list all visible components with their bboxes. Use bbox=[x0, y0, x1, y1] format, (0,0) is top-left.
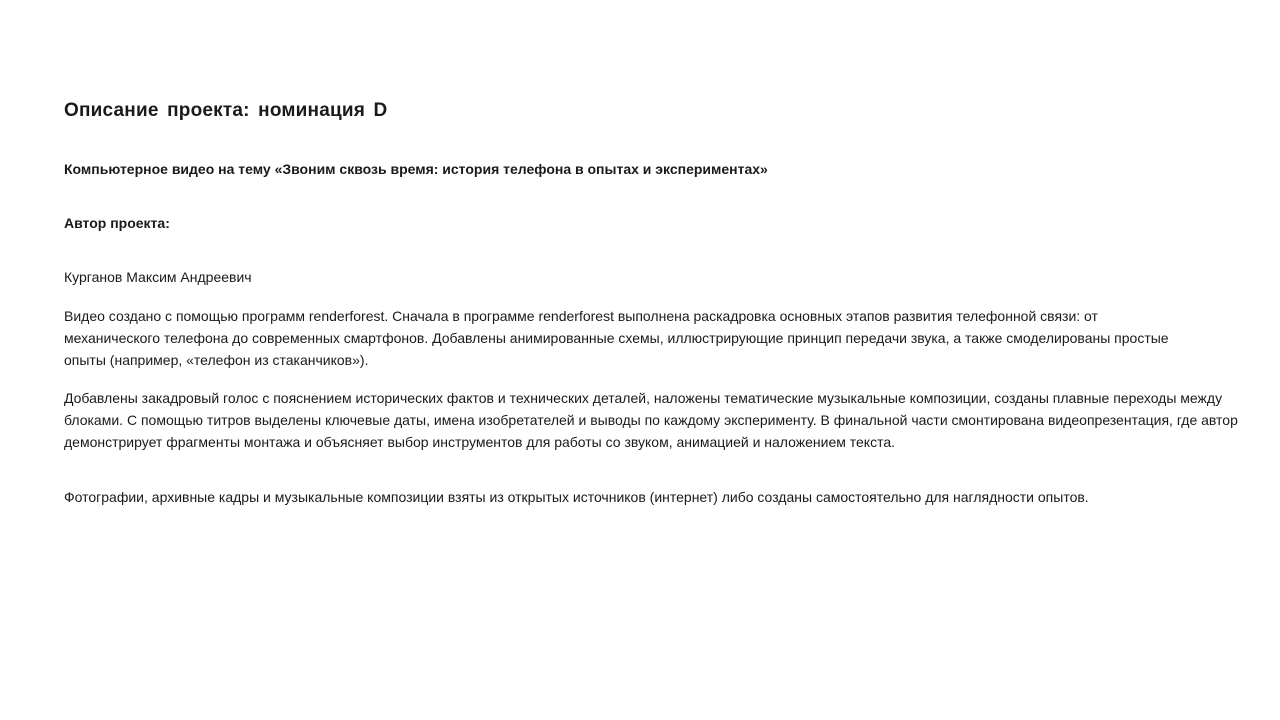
paragraph-creation: Видео создано с помощью программ renderforest. Сначала в программе renderforest выполнена раскадровка основных этапов развития телефонной связи: от механического телефона до современных смартфонов. Добавлены анимированные схемы, иллюстрирующие принцип передачи звука, а также смоделированы простые опыты (например, «телефон из стаканчиков»). bbox=[64, 308, 1169, 368]
paragraph-sources: Фотографии, архивные кадры и музыкальные композиции взяты из открытых источников (интернет) либо созданы самостоятельно для наглядности опытов. bbox=[64, 489, 1089, 505]
author-name: Курганов Максим Андреевич bbox=[64, 269, 252, 285]
author-label: Автор проекта: bbox=[64, 215, 170, 231]
paragraph-editing: Добавлены закадровый голос с пояснением исторических фактов и технических деталей, наложены тематические музыкальные композиции, созданы плавные переходы между блоками. С помощью титров выделены ключевые даты, имена изобретателей и выводы по каждому эксперименту. В финальной части смонтирована видеопрезентация, где автор демонстрирует фрагменты монтажа и объясняет выбор инструментов для работы со звуком, анимацией и наложением текста. bbox=[64, 390, 1238, 450]
project-subtitle: Компьютерное видео на тему «Звоним сквозь время: история телефона в опытах и экспериментах» bbox=[64, 161, 768, 177]
page-title: Описание проекта: номинация D bbox=[64, 100, 388, 121]
